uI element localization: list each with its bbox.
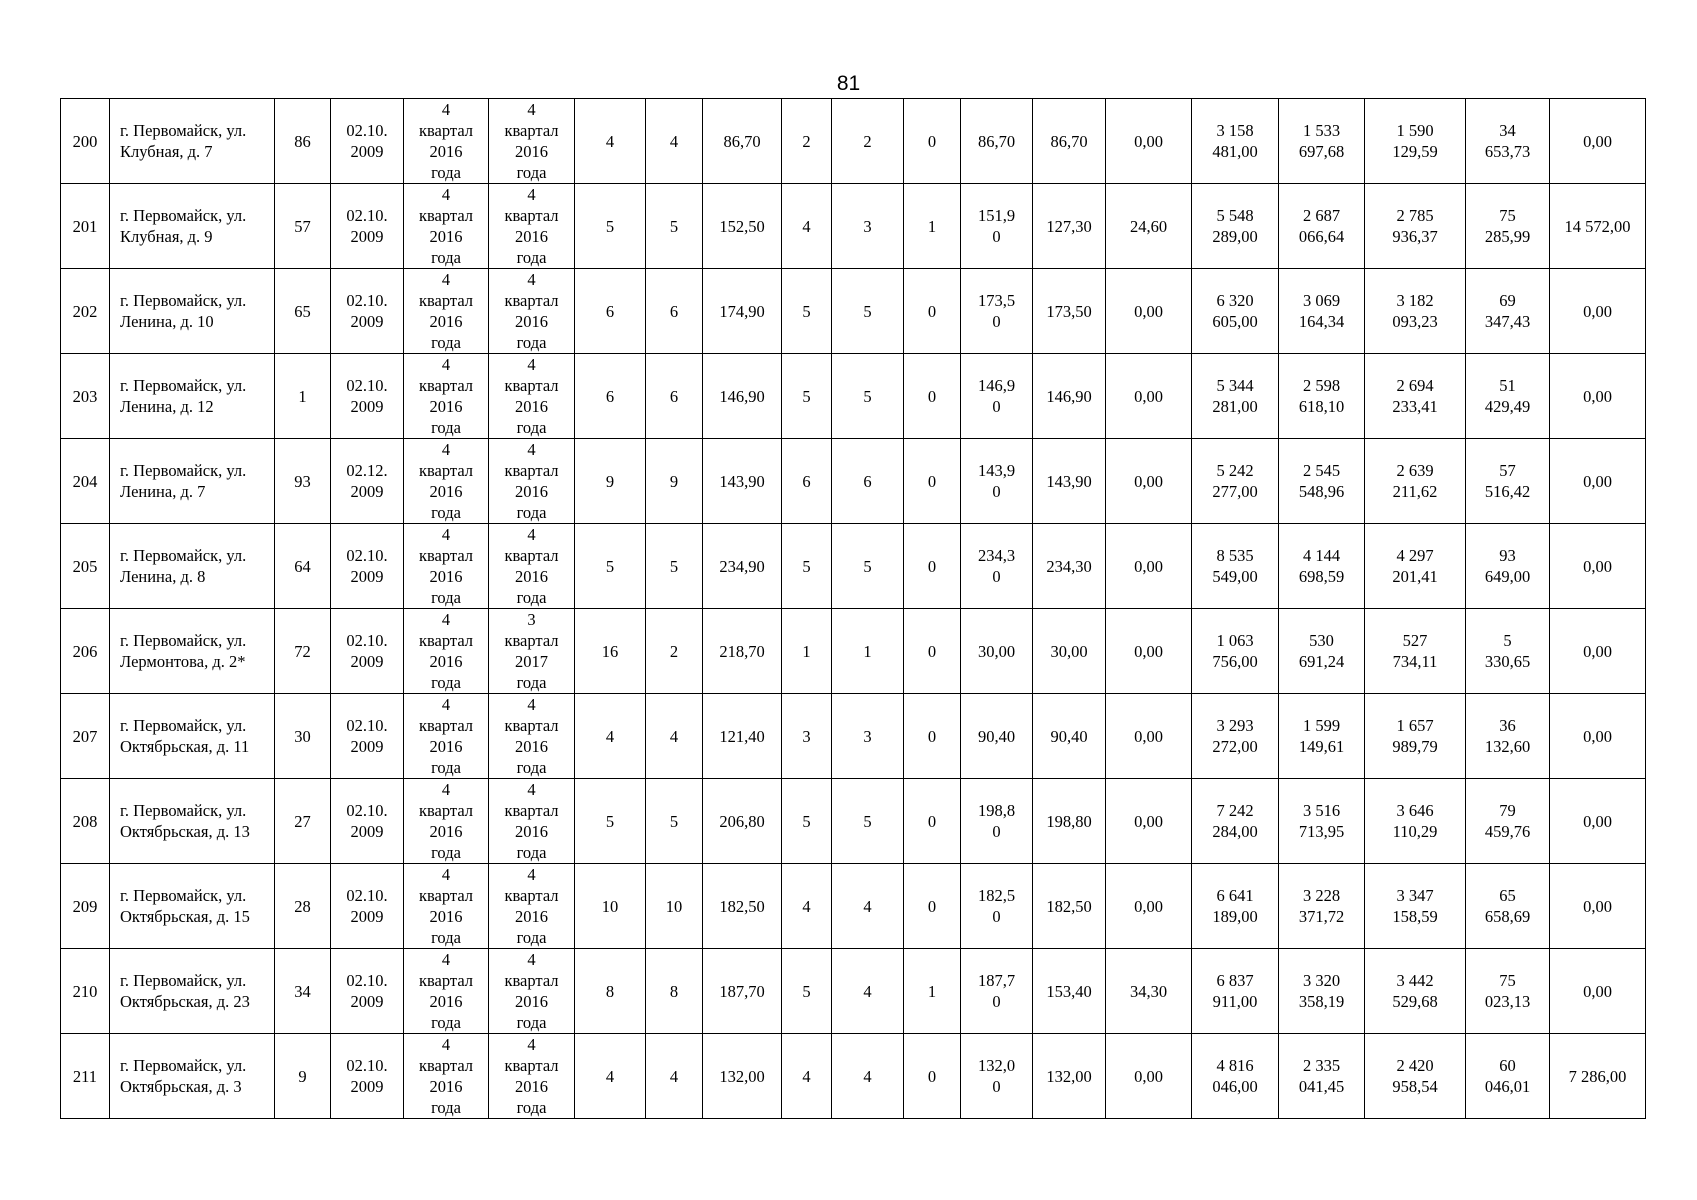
apartments-cell: 72 xyxy=(275,609,331,694)
premises-municipal-cell: 4 xyxy=(832,949,904,1034)
deadline-quarter-cell: 4 квартал 2016 года xyxy=(489,1034,575,1119)
area-cell: 143,90 xyxy=(703,439,782,524)
row-number-cell: 206 xyxy=(61,609,110,694)
row-number-cell: 203 xyxy=(61,354,110,439)
area-municipal-cell: 90,40 xyxy=(1033,694,1106,779)
area-municipal-cell: 146,90 xyxy=(1033,354,1106,439)
address-cell: г. Первомайск, ул. Клубная, д. 9 xyxy=(110,184,275,269)
residents-total-cell: 9 xyxy=(575,439,646,524)
cost-regional-cell: 2 785 936,37 xyxy=(1365,184,1466,269)
residents-total-cell: 6 xyxy=(575,269,646,354)
area-cell: 152,50 xyxy=(703,184,782,269)
premises-total-cell: 5 xyxy=(782,949,832,1034)
cost-fund-cell: 1 533 697,68 xyxy=(1279,99,1365,184)
cost-total-cell: 4 816 046,00 xyxy=(1192,1034,1279,1119)
cost-extra-cell: 0,00 xyxy=(1550,524,1646,609)
cost-local-cell: 36 132,60 xyxy=(1466,694,1550,779)
apartments-cell: 28 xyxy=(275,864,331,949)
area-relocated-cell: 198,8 0 xyxy=(961,779,1033,864)
cost-regional-cell: 3 442 529,68 xyxy=(1365,949,1466,1034)
premises-total-cell: 5 xyxy=(782,524,832,609)
date-cell: 02.10. 2009 xyxy=(331,779,404,864)
area-municipal-cell: 132,00 xyxy=(1033,1034,1106,1119)
area-relocated-cell: 90,40 xyxy=(961,694,1033,779)
row-number-cell: 204 xyxy=(61,439,110,524)
residents-total-cell: 4 xyxy=(575,694,646,779)
cost-extra-cell: 0,00 xyxy=(1550,779,1646,864)
premises-private-cell: 0 xyxy=(904,1034,961,1119)
premises-private-cell: 1 xyxy=(904,184,961,269)
area-municipal-cell: 198,80 xyxy=(1033,779,1106,864)
area-municipal-cell: 127,30 xyxy=(1033,184,1106,269)
area-relocated-cell: 30,00 xyxy=(961,609,1033,694)
area-relocated-cell: 151,9 0 xyxy=(961,184,1033,269)
premises-private-cell: 0 xyxy=(904,609,961,694)
premises-municipal-cell: 5 xyxy=(832,524,904,609)
date-cell: 02.10. 2009 xyxy=(331,524,404,609)
residents-total-cell: 8 xyxy=(575,949,646,1034)
cost-local-cell: 60 046,01 xyxy=(1466,1034,1550,1119)
residents-relocated-cell: 8 xyxy=(646,949,703,1034)
row-number-cell: 208 xyxy=(61,779,110,864)
row-number-cell: 211 xyxy=(61,1034,110,1119)
address-cell: г. Первомайск, ул. Ленина, д. 8 xyxy=(110,524,275,609)
cost-extra-cell: 0,00 xyxy=(1550,694,1646,779)
area-private-cell: 0,00 xyxy=(1106,439,1192,524)
address-cell: г. Первомайск, ул. Ленина, д. 10 xyxy=(110,269,275,354)
cost-fund-cell: 3 320 358,19 xyxy=(1279,949,1365,1034)
address-cell: г. Первомайск, ул. Октябрьская, д. 11 xyxy=(110,694,275,779)
table-row xyxy=(61,184,1646,269)
premises-total-cell: 1 xyxy=(782,609,832,694)
table-row xyxy=(61,864,1646,949)
deadline-quarter-cell: 4 квартал 2016 года xyxy=(489,354,575,439)
planned-quarter-cell: 4 квартал 2016 года xyxy=(404,949,489,1034)
apartments-cell: 64 xyxy=(275,524,331,609)
date-cell: 02.10. 2009 xyxy=(331,949,404,1034)
cost-extra-cell: 0,00 xyxy=(1550,269,1646,354)
table-row xyxy=(61,269,1646,354)
date-cell: 02.10. 2009 xyxy=(331,99,404,184)
premises-total-cell: 4 xyxy=(782,1034,832,1119)
cost-total-cell: 5 242 277,00 xyxy=(1192,439,1279,524)
residents-total-cell: 16 xyxy=(575,609,646,694)
area-relocated-cell: 86,70 xyxy=(961,99,1033,184)
premises-private-cell: 0 xyxy=(904,779,961,864)
residents-relocated-cell: 4 xyxy=(646,1034,703,1119)
cost-regional-cell: 3 646 110,29 xyxy=(1365,779,1466,864)
premises-municipal-cell: 4 xyxy=(832,1034,904,1119)
page-number: 81 xyxy=(836,72,861,95)
cost-fund-cell: 2 687 066,64 xyxy=(1279,184,1365,269)
area-cell: 206,80 xyxy=(703,779,782,864)
area-municipal-cell: 182,50 xyxy=(1033,864,1106,949)
residents-relocated-cell: 5 xyxy=(646,184,703,269)
address-cell: г. Первомайск, ул. Лермонтова, д. 2* xyxy=(110,609,275,694)
cost-regional-cell: 1 590 129,59 xyxy=(1365,99,1466,184)
residents-total-cell: 5 xyxy=(575,524,646,609)
apartments-cell: 34 xyxy=(275,949,331,1034)
address-cell: г. Первомайск, ул. Ленина, д. 7 xyxy=(110,439,275,524)
cost-local-cell: 57 516,42 xyxy=(1466,439,1550,524)
premises-municipal-cell: 4 xyxy=(832,864,904,949)
row-number-cell: 207 xyxy=(61,694,110,779)
cost-fund-cell: 530 691,24 xyxy=(1279,609,1365,694)
cost-fund-cell: 3 228 371,72 xyxy=(1279,864,1365,949)
cost-total-cell: 6 320 605,00 xyxy=(1192,269,1279,354)
area-cell: 182,50 xyxy=(703,864,782,949)
cost-local-cell: 75 285,99 xyxy=(1466,184,1550,269)
cost-regional-cell: 527 734,11 xyxy=(1365,609,1466,694)
premises-municipal-cell: 5 xyxy=(832,354,904,439)
cost-extra-cell: 0,00 xyxy=(1550,864,1646,949)
table-row xyxy=(61,609,1646,694)
premises-municipal-cell: 2 xyxy=(832,99,904,184)
cost-total-cell: 3 158 481,00 xyxy=(1192,99,1279,184)
address-cell: г. Первомайск, ул. Клубная, д. 7 xyxy=(110,99,275,184)
residents-relocated-cell: 4 xyxy=(646,99,703,184)
table-body xyxy=(61,99,1646,1119)
cost-total-cell: 5 344 281,00 xyxy=(1192,354,1279,439)
apartments-cell: 9 xyxy=(275,1034,331,1119)
deadline-quarter-cell: 4 квартал 2016 года xyxy=(489,779,575,864)
planned-quarter-cell: 4 квартал 2016 года xyxy=(404,439,489,524)
cost-local-cell: 93 649,00 xyxy=(1466,524,1550,609)
premises-total-cell: 4 xyxy=(782,184,832,269)
cost-regional-cell: 2 420 958,54 xyxy=(1365,1034,1466,1119)
date-cell: 02.10. 2009 xyxy=(331,1034,404,1119)
premises-total-cell: 6 xyxy=(782,439,832,524)
premises-private-cell: 1 xyxy=(904,949,961,1034)
date-cell: 02.10. 2009 xyxy=(331,609,404,694)
date-cell: 02.10. 2009 xyxy=(331,269,404,354)
residents-total-cell: 6 xyxy=(575,354,646,439)
area-relocated-cell: 146,9 0 xyxy=(961,354,1033,439)
cost-extra-cell: 0,00 xyxy=(1550,99,1646,184)
area-cell: 146,90 xyxy=(703,354,782,439)
cost-total-cell: 6 837 911,00 xyxy=(1192,949,1279,1034)
cost-fund-cell: 2 545 548,96 xyxy=(1279,439,1365,524)
apartments-cell: 86 xyxy=(275,99,331,184)
area-cell: 132,00 xyxy=(703,1034,782,1119)
apartments-cell: 30 xyxy=(275,694,331,779)
area-municipal-cell: 153,40 xyxy=(1033,949,1106,1034)
area-private-cell: 0,00 xyxy=(1106,864,1192,949)
area-relocated-cell: 182,5 0 xyxy=(961,864,1033,949)
premises-municipal-cell: 6 xyxy=(832,439,904,524)
area-relocated-cell: 173,5 0 xyxy=(961,269,1033,354)
planned-quarter-cell: 4 квартал 2016 года xyxy=(404,1034,489,1119)
cost-extra-cell: 0,00 xyxy=(1550,439,1646,524)
area-municipal-cell: 30,00 xyxy=(1033,609,1106,694)
premises-municipal-cell: 5 xyxy=(832,269,904,354)
premises-private-cell: 0 xyxy=(904,864,961,949)
premises-municipal-cell: 3 xyxy=(832,694,904,779)
area-municipal-cell: 173,50 xyxy=(1033,269,1106,354)
area-private-cell: 0,00 xyxy=(1106,354,1192,439)
area-cell: 121,40 xyxy=(703,694,782,779)
planned-quarter-cell: 4 квартал 2016 года xyxy=(404,694,489,779)
table-row xyxy=(61,949,1646,1034)
area-private-cell: 24,60 xyxy=(1106,184,1192,269)
cost-regional-cell: 3 347 158,59 xyxy=(1365,864,1466,949)
premises-municipal-cell: 5 xyxy=(832,779,904,864)
area-relocated-cell: 187,7 0 xyxy=(961,949,1033,1034)
area-private-cell: 34,30 xyxy=(1106,949,1192,1034)
deadline-quarter-cell: 4 квартал 2016 года xyxy=(489,524,575,609)
table-row xyxy=(61,779,1646,864)
cost-fund-cell: 3 516 713,95 xyxy=(1279,779,1365,864)
premises-total-cell: 4 xyxy=(782,864,832,949)
area-municipal-cell: 86,70 xyxy=(1033,99,1106,184)
cost-fund-cell: 4 144 698,59 xyxy=(1279,524,1365,609)
residents-relocated-cell: 9 xyxy=(646,439,703,524)
deadline-quarter-cell: 4 квартал 2016 года xyxy=(489,269,575,354)
area-municipal-cell: 234,30 xyxy=(1033,524,1106,609)
area-cell: 218,70 xyxy=(703,609,782,694)
cost-local-cell: 69 347,43 xyxy=(1466,269,1550,354)
cost-extra-cell: 0,00 xyxy=(1550,609,1646,694)
planned-quarter-cell: 4 квартал 2016 года xyxy=(404,99,489,184)
area-relocated-cell: 143,9 0 xyxy=(961,439,1033,524)
cost-local-cell: 65 658,69 xyxy=(1466,864,1550,949)
planned-quarter-cell: 4 квартал 2016 года xyxy=(404,524,489,609)
address-cell: г. Первомайск, ул. Октябрьская, д. 13 xyxy=(110,779,275,864)
premises-total-cell: 2 xyxy=(782,99,832,184)
row-number-cell: 201 xyxy=(61,184,110,269)
residents-relocated-cell: 5 xyxy=(646,779,703,864)
area-cell: 187,70 xyxy=(703,949,782,1034)
residents-total-cell: 10 xyxy=(575,864,646,949)
premises-municipal-cell: 1 xyxy=(832,609,904,694)
premises-private-cell: 0 xyxy=(904,524,961,609)
residents-relocated-cell: 4 xyxy=(646,694,703,779)
area-municipal-cell: 143,90 xyxy=(1033,439,1106,524)
cost-regional-cell: 3 182 093,23 xyxy=(1365,269,1466,354)
cost-regional-cell: 1 657 989,79 xyxy=(1365,694,1466,779)
address-cell: г. Первомайск, ул. Октябрьская, д. 3 xyxy=(110,1034,275,1119)
planned-quarter-cell: 4 квартал 2016 года xyxy=(404,609,489,694)
cost-extra-cell: 7 286,00 xyxy=(1550,1034,1646,1119)
planned-quarter-cell: 4 квартал 2016 года xyxy=(404,354,489,439)
premises-municipal-cell: 3 xyxy=(832,184,904,269)
row-number-cell: 210 xyxy=(61,949,110,1034)
deadline-quarter-cell: 4 квартал 2016 года xyxy=(489,694,575,779)
area-private-cell: 0,00 xyxy=(1106,609,1192,694)
address-cell: г. Первомайск, ул. Ленина, д. 12 xyxy=(110,354,275,439)
cost-regional-cell: 4 297 201,41 xyxy=(1365,524,1466,609)
date-cell: 02.10. 2009 xyxy=(331,354,404,439)
cost-total-cell: 7 242 284,00 xyxy=(1192,779,1279,864)
premises-private-cell: 0 xyxy=(904,439,961,524)
cost-extra-cell: 0,00 xyxy=(1550,949,1646,1034)
table-row xyxy=(61,439,1646,524)
area-private-cell: 0,00 xyxy=(1106,1034,1192,1119)
cost-total-cell: 1 063 756,00 xyxy=(1192,609,1279,694)
residents-total-cell: 4 xyxy=(575,1034,646,1119)
registry-table xyxy=(60,98,1646,1119)
area-relocated-cell: 132,0 0 xyxy=(961,1034,1033,1119)
premises-private-cell: 0 xyxy=(904,694,961,779)
deadline-quarter-cell: 4 квартал 2016 года xyxy=(489,184,575,269)
area-private-cell: 0,00 xyxy=(1106,779,1192,864)
residents-relocated-cell: 10 xyxy=(646,864,703,949)
premises-total-cell: 5 xyxy=(782,269,832,354)
table-row xyxy=(61,354,1646,439)
residents-total-cell: 5 xyxy=(575,184,646,269)
apartments-cell: 93 xyxy=(275,439,331,524)
cost-total-cell: 3 293 272,00 xyxy=(1192,694,1279,779)
planned-quarter-cell: 4 квартал 2016 года xyxy=(404,269,489,354)
area-cell: 174,90 xyxy=(703,269,782,354)
date-cell: 02.10. 2009 xyxy=(331,864,404,949)
area-private-cell: 0,00 xyxy=(1106,99,1192,184)
cost-total-cell: 5 548 289,00 xyxy=(1192,184,1279,269)
date-cell: 02.10. 2009 xyxy=(331,694,404,779)
cost-local-cell: 51 429,49 xyxy=(1466,354,1550,439)
cost-fund-cell: 2 598 618,10 xyxy=(1279,354,1365,439)
deadline-quarter-cell: 4 квартал 2016 года xyxy=(489,439,575,524)
premises-total-cell: 5 xyxy=(782,354,832,439)
deadline-quarter-cell: 3 квартал 2017 года xyxy=(489,609,575,694)
residents-relocated-cell: 6 xyxy=(646,269,703,354)
area-cell: 86,70 xyxy=(703,99,782,184)
cost-extra-cell: 0,00 xyxy=(1550,354,1646,439)
apartments-cell: 1 xyxy=(275,354,331,439)
area-cell: 234,90 xyxy=(703,524,782,609)
area-private-cell: 0,00 xyxy=(1106,269,1192,354)
cost-local-cell: 34 653,73 xyxy=(1466,99,1550,184)
cost-fund-cell: 3 069 164,34 xyxy=(1279,269,1365,354)
apartments-cell: 27 xyxy=(275,779,331,864)
area-private-cell: 0,00 xyxy=(1106,694,1192,779)
cost-local-cell: 79 459,76 xyxy=(1466,779,1550,864)
cost-fund-cell: 1 599 149,61 xyxy=(1279,694,1365,779)
deadline-quarter-cell: 4 квартал 2016 года xyxy=(489,864,575,949)
residents-total-cell: 4 xyxy=(575,99,646,184)
residents-total-cell: 5 xyxy=(575,779,646,864)
row-number-cell: 209 xyxy=(61,864,110,949)
premises-private-cell: 0 xyxy=(904,99,961,184)
row-number-cell: 202 xyxy=(61,269,110,354)
table-row xyxy=(61,99,1646,184)
row-number-cell: 200 xyxy=(61,99,110,184)
cost-total-cell: 8 535 549,00 xyxy=(1192,524,1279,609)
residents-relocated-cell: 2 xyxy=(646,609,703,694)
premises-total-cell: 3 xyxy=(782,694,832,779)
deadline-quarter-cell: 4 квартал 2016 года xyxy=(489,99,575,184)
cost-regional-cell: 2 639 211,62 xyxy=(1365,439,1466,524)
date-cell: 02.10. 2009 xyxy=(331,184,404,269)
table-row xyxy=(61,1034,1646,1119)
cost-total-cell: 6 641 189,00 xyxy=(1192,864,1279,949)
residents-relocated-cell: 5 xyxy=(646,524,703,609)
apartments-cell: 57 xyxy=(275,184,331,269)
address-cell: г. Первомайск, ул. Октябрьская, д. 15 xyxy=(110,864,275,949)
row-number-cell: 205 xyxy=(61,524,110,609)
address-cell: г. Первомайск, ул. Октябрьская, д. 23 xyxy=(110,949,275,1034)
apartments-cell: 65 xyxy=(275,269,331,354)
deadline-quarter-cell: 4 квартал 2016 года xyxy=(489,949,575,1034)
cost-fund-cell: 2 335 041,45 xyxy=(1279,1034,1365,1119)
planned-quarter-cell: 4 квартал 2016 года xyxy=(404,779,489,864)
cost-local-cell: 75 023,13 xyxy=(1466,949,1550,1034)
cost-regional-cell: 2 694 233,41 xyxy=(1365,354,1466,439)
premises-private-cell: 0 xyxy=(904,269,961,354)
date-cell: 02.12. 2009 xyxy=(331,439,404,524)
planned-quarter-cell: 4 квартал 2016 года xyxy=(404,864,489,949)
area-private-cell: 0,00 xyxy=(1106,524,1192,609)
premises-total-cell: 5 xyxy=(782,779,832,864)
planned-quarter-cell: 4 квартал 2016 года xyxy=(404,184,489,269)
area-relocated-cell: 234,3 0 xyxy=(961,524,1033,609)
premises-private-cell: 0 xyxy=(904,354,961,439)
table-row xyxy=(61,524,1646,609)
cost-extra-cell: 14 572,00 xyxy=(1550,184,1646,269)
cost-local-cell: 5 330,65 xyxy=(1466,609,1550,694)
table-row xyxy=(61,694,1646,779)
residents-relocated-cell: 6 xyxy=(646,354,703,439)
